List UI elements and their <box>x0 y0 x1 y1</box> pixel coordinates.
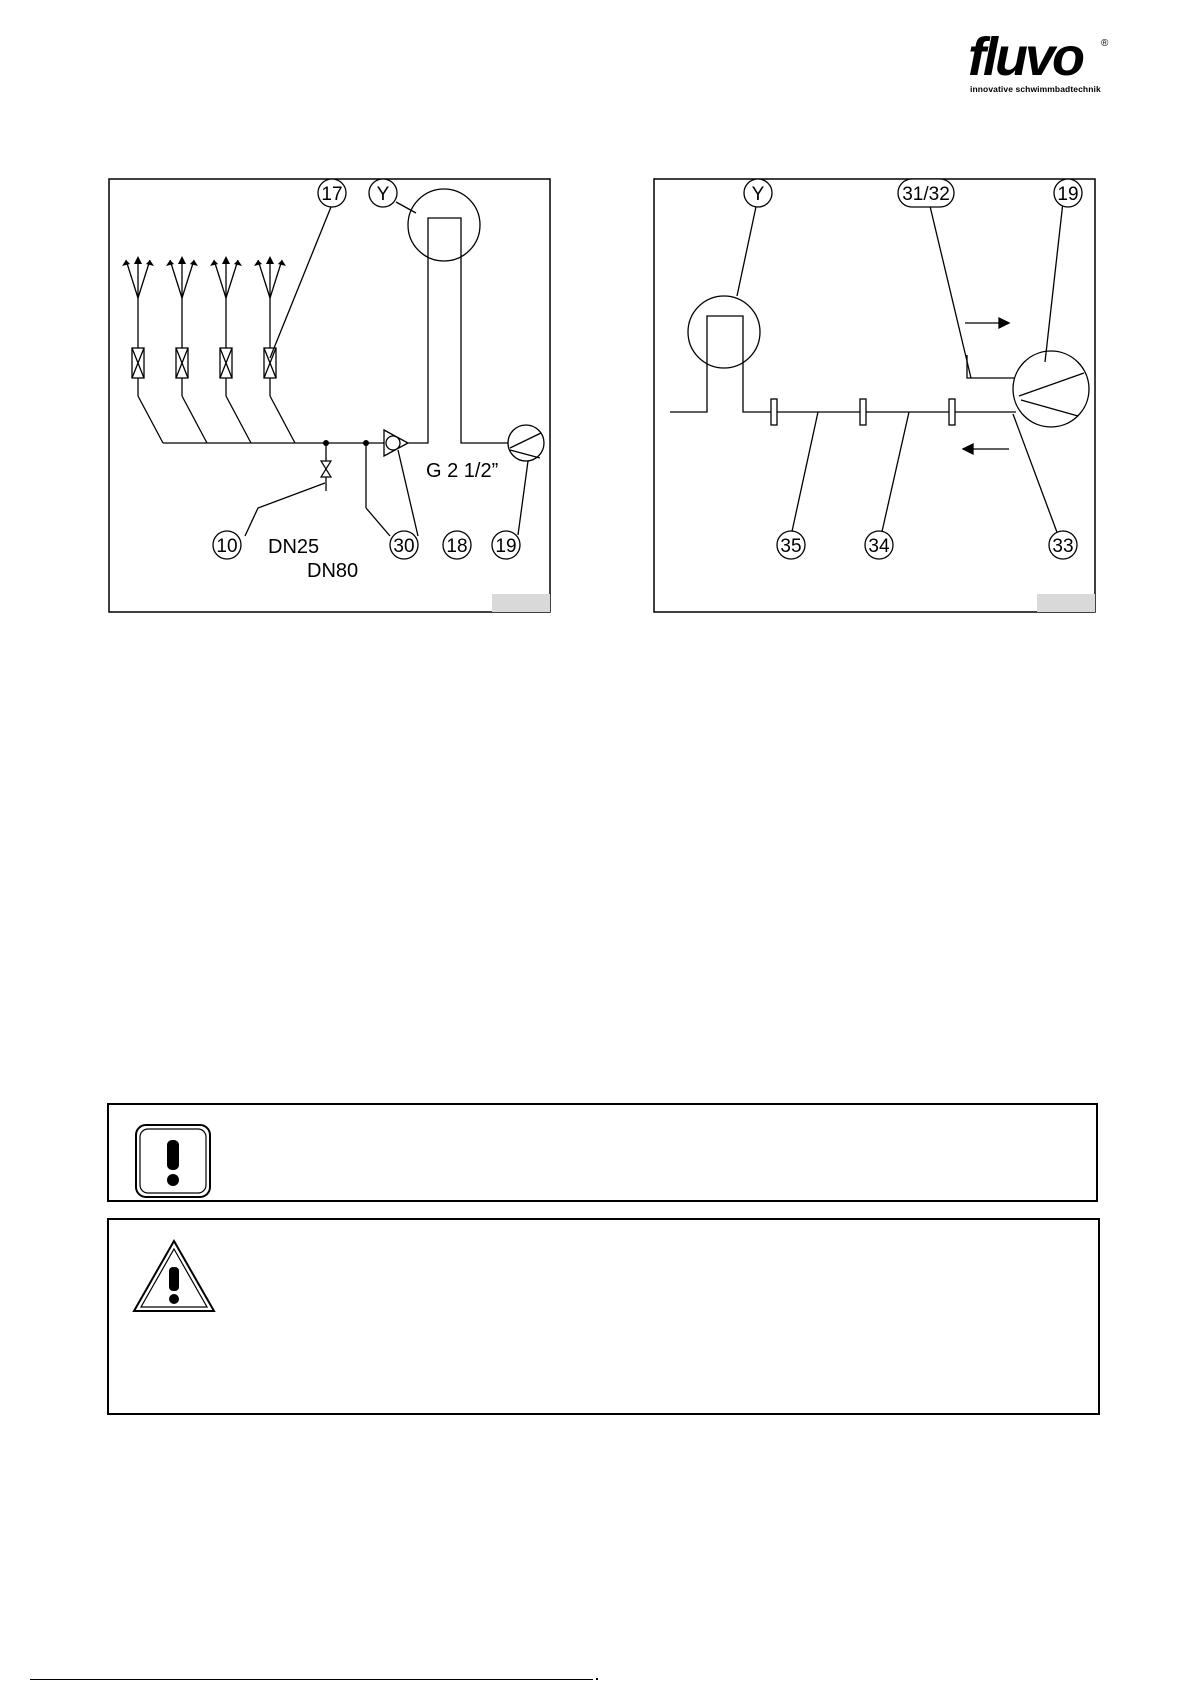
callout-label-18: 18 <box>446 536 468 557</box>
flange-3 <box>949 399 955 425</box>
dn80-label: DN80 <box>307 560 359 582</box>
callout-35 <box>777 531 805 559</box>
footer-mark <box>596 1678 598 1680</box>
footer-rule <box>30 1679 593 1680</box>
dn25-label: DN25 <box>268 536 320 558</box>
callout-34 <box>865 531 893 559</box>
thread-size-label: G 2 1/2” <box>426 460 499 482</box>
callout-10 <box>213 531 241 559</box>
figure-nozzle-piping <box>108 178 551 613</box>
figure-corner-tab <box>492 594 550 612</box>
notice-box <box>107 1103 1098 1202</box>
pump-icon <box>508 425 544 461</box>
callout-label-35: 35 <box>780 536 802 557</box>
callout-y <box>369 179 397 207</box>
callout-label-33: 33 <box>1052 536 1074 557</box>
figure-pump-detail <box>653 178 1096 613</box>
warning-box <box>107 1218 1100 1415</box>
callout-31-32 <box>898 179 954 207</box>
callout-30 <box>390 531 418 559</box>
callout-label-34: 34 <box>868 536 890 557</box>
callout-label-19: 19 <box>495 536 517 557</box>
callout-label-19: 19 <box>1057 184 1079 205</box>
brand-tagline: innovative schwimmbadtechnik <box>970 84 1101 94</box>
callout-18 <box>443 531 471 559</box>
callout-33 <box>1049 531 1077 559</box>
callout-label-31-32: 31/32 <box>902 184 950 205</box>
brand-logo <box>968 27 1109 100</box>
callout-label-17: 17 <box>321 184 343 205</box>
warning-triangle-icon <box>131 1238 217 1314</box>
callout-y <box>744 179 772 207</box>
junction-dot <box>323 440 329 446</box>
exclamation-icon <box>134 1123 212 1199</box>
registered-mark: ® <box>1101 38 1109 49</box>
callout-label-y: Y <box>751 184 765 205</box>
figure-frame <box>109 179 550 612</box>
callout-label-30: 30 <box>393 536 415 557</box>
callout-19 <box>1054 179 1082 207</box>
junction-dot <box>363 440 369 446</box>
figure-corner-tab <box>1037 594 1095 612</box>
brand-name: fluvo <box>968 27 1082 87</box>
pump-icon <box>1013 351 1089 427</box>
callout-label-y: Y <box>376 184 390 205</box>
callout-17 <box>318 179 346 207</box>
callout-19 <box>492 531 520 559</box>
flange-2 <box>860 399 866 425</box>
callout-label-10: 10 <box>216 536 238 557</box>
flange-1 <box>771 399 777 425</box>
